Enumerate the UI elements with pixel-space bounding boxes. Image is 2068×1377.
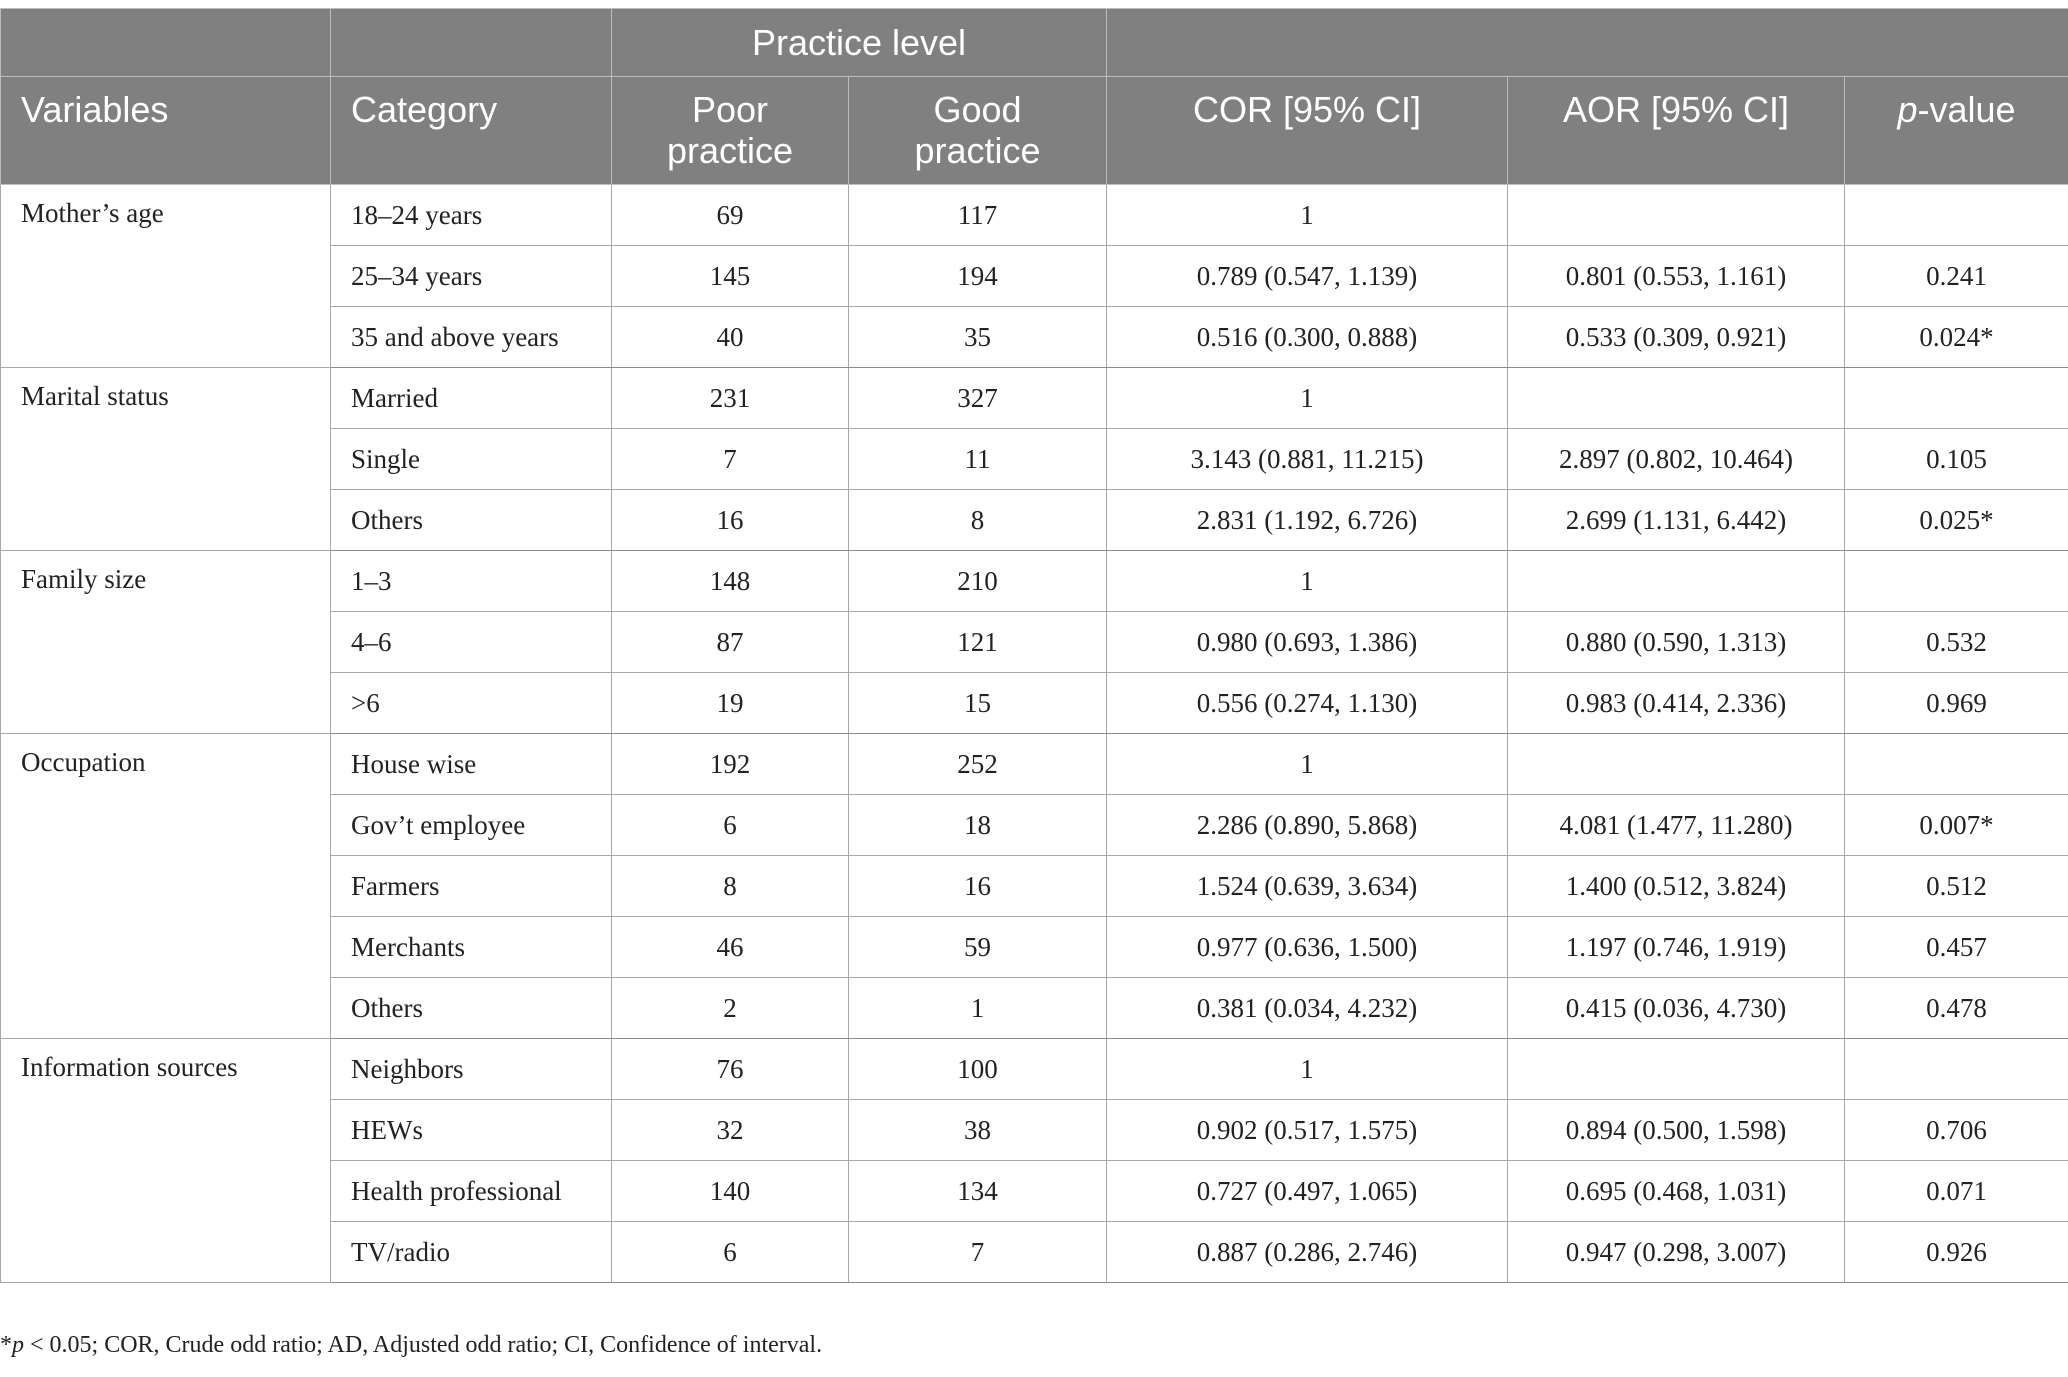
aor-cell: 1.197 (0.746, 1.919) [1508,917,1845,978]
variable-cell: Family size [1,551,331,734]
cor-cell: 0.887 (0.286, 2.746) [1107,1222,1508,1283]
column-header-cor: COR [95% CI] [1107,77,1508,185]
column-header-p-value [1845,77,2068,185]
poor-practice-cell: 192 [612,734,849,795]
cor-cell: 0.516 (0.300, 0.888) [1107,307,1508,368]
header-empty-cell [1107,9,2068,77]
footnote-star: * [0,1332,12,1358]
results-table [0,8,2068,1283]
footnote-p-italic: p [12,1332,24,1358]
category-cell: Married [331,368,612,429]
aor-cell: 0.894 (0.500, 1.598) [1508,1100,1845,1161]
category-cell: Others [331,978,612,1039]
header-empty-cell [331,9,612,77]
cor-cell: 0.980 (0.693, 1.386) [1107,612,1508,673]
good-practice-cell: 252 [849,734,1107,795]
good-practice-cell: 11 [849,429,1107,490]
p-value-cell: 0.706 [1845,1100,2068,1161]
good-practice-cell: 117 [849,185,1107,246]
poor-practice-cell: 145 [612,246,849,307]
poor-practice-cell: 76 [612,1039,849,1100]
poor-practice-cell: 231 [612,368,849,429]
category-cell: 1–3 [331,551,612,612]
p-value-suffix: -value [1917,89,2016,130]
column-header-poor-practice [612,77,849,185]
aor-cell: 0.533 (0.309, 0.921) [1508,307,1845,368]
poor-practice-cell: 7 [612,429,849,490]
category-cell: Farmers [331,856,612,917]
variable-cell: Occupation [1,734,331,1039]
cor-cell: 0.902 (0.517, 1.575) [1107,1100,1508,1161]
aor-cell [1508,1039,1845,1100]
good-practice-cell: 1 [849,978,1107,1039]
footnote-text: < 0.05; COR, Crude odd ratio; AD, Adjusted odd ratio; CI, Confidence of interval. [24,1332,823,1358]
poor-practice-cell: 40 [612,307,849,368]
aor-cell: 1.400 (0.512, 3.824) [1508,856,1845,917]
poor-practice-cell: 19 [612,673,849,734]
cor-cell: 1 [1107,551,1508,612]
variable-cell: Mother’s age [1,185,331,368]
p-value-cell: 0.024* [1845,307,2068,368]
aor-cell: 0.415 (0.036, 4.730) [1508,978,1845,1039]
column-header-aor: AOR [95% CI] [1508,77,1845,185]
poor-practice-cell: 69 [612,185,849,246]
category-cell: Others [331,490,612,551]
category-cell: House wise [331,734,612,795]
poor-practice-label: Poor practice [666,89,794,171]
category-cell: Health professional [331,1161,612,1222]
aor-cell: 0.695 (0.468, 1.031) [1508,1161,1845,1222]
poor-practice-cell: 6 [612,795,849,856]
category-cell: 25–34 years [331,246,612,307]
table-footnote [0,1332,822,1359]
poor-practice-cell: 148 [612,551,849,612]
table-body [1,185,2068,1283]
cor-cell: 0.727 (0.497, 1.065) [1107,1161,1508,1222]
good-practice-cell: 8 [849,490,1107,551]
aor-cell [1508,185,1845,246]
aor-cell: 4.081 (1.477, 11.280) [1508,795,1845,856]
good-practice-cell: 210 [849,551,1107,612]
cor-cell: 3.143 (0.881, 11.215) [1107,429,1508,490]
good-practice-cell: 121 [849,612,1107,673]
p-value-cell [1845,734,2068,795]
aor-cell: 2.699 (1.131, 6.442) [1508,490,1845,551]
good-practice-cell: 16 [849,856,1107,917]
good-practice-cell: 100 [849,1039,1107,1100]
good-practice-cell: 15 [849,673,1107,734]
aor-cell: 2.897 (0.802, 10.464) [1508,429,1845,490]
aor-cell [1508,734,1845,795]
p-value-cell [1845,368,2068,429]
good-practice-cell: 18 [849,795,1107,856]
cor-cell: 0.977 (0.636, 1.500) [1107,917,1508,978]
header-row-group [1,9,2068,77]
poor-practice-cell: 8 [612,856,849,917]
category-cell: Single [331,429,612,490]
poor-practice-cell: 87 [612,612,849,673]
poor-practice-cell: 16 [612,490,849,551]
p-value-cell: 0.926 [1845,1222,2068,1283]
category-cell: 18–24 years [331,185,612,246]
header-row-columns [1,77,2068,185]
table-row [1,551,2068,612]
category-cell: Neighbors [331,1039,612,1100]
aor-cell: 0.801 (0.553, 1.161) [1508,246,1845,307]
poor-practice-cell: 2 [612,978,849,1039]
aor-cell: 0.880 (0.590, 1.313) [1508,612,1845,673]
p-value-cell [1845,1039,2068,1100]
table-row [1,368,2068,429]
p-value-cell: 0.478 [1845,978,2068,1039]
poor-practice-cell: 140 [612,1161,849,1222]
aor-cell: 0.983 (0.414, 2.336) [1508,673,1845,734]
aor-cell [1508,368,1845,429]
good-practice-cell: 134 [849,1161,1107,1222]
p-value-cell: 0.071 [1845,1161,2068,1222]
good-practice-label: Good practice [914,89,1041,171]
variable-cell: Marital status [1,368,331,551]
column-header-good-practice [849,77,1107,185]
p-value-cell: 0.241 [1845,246,2068,307]
p-value-cell: 0.512 [1845,856,2068,917]
p-italic: p [1897,89,1918,130]
p-value-cell [1845,185,2068,246]
p-value-cell: 0.007* [1845,795,2068,856]
good-practice-cell: 59 [849,917,1107,978]
column-header-category: Category [331,77,612,185]
table-row [1,185,2068,246]
category-cell: Gov’t employee [331,795,612,856]
p-value-cell: 0.105 [1845,429,2068,490]
cor-cell: 1 [1107,368,1508,429]
good-practice-cell: 38 [849,1100,1107,1161]
poor-practice-cell: 6 [612,1222,849,1283]
cor-cell: 2.286 (0.890, 5.868) [1107,795,1508,856]
variable-cell: Information sources [1,1039,331,1283]
p-value-cell: 0.457 [1845,917,2068,978]
table-row [1,1039,2068,1100]
category-cell: TV/radio [331,1222,612,1283]
cor-cell: 1 [1107,1039,1508,1100]
column-header-variables: Variables [1,77,331,185]
poor-practice-cell: 46 [612,917,849,978]
p-value-cell [1845,551,2068,612]
good-practice-cell: 35 [849,307,1107,368]
category-cell: HEWs [331,1100,612,1161]
category-cell: Merchants [331,917,612,978]
cor-cell: 1.524 (0.639, 3.634) [1107,856,1508,917]
header-empty-cell [1,9,331,77]
cor-cell: 1 [1107,734,1508,795]
p-value-cell: 0.969 [1845,673,2068,734]
p-value-cell: 0.532 [1845,612,2068,673]
practice-level-header: Practice level [612,9,1107,77]
aor-cell [1508,551,1845,612]
table-row [1,734,2068,795]
cor-cell: 0.381 (0.034, 4.232) [1107,978,1508,1039]
good-practice-cell: 7 [849,1222,1107,1283]
category-cell: >6 [331,673,612,734]
category-cell: 4–6 [331,612,612,673]
poor-practice-cell: 32 [612,1100,849,1161]
cor-cell: 0.789 (0.547, 1.139) [1107,246,1508,307]
cor-cell: 2.831 (1.192, 6.726) [1107,490,1508,551]
good-practice-cell: 194 [849,246,1107,307]
aor-cell: 0.947 (0.298, 3.007) [1508,1222,1845,1283]
category-cell: 35 and above years [331,307,612,368]
p-value-cell: 0.025* [1845,490,2068,551]
cor-cell: 0.556 (0.274, 1.130) [1107,673,1508,734]
cor-cell: 1 [1107,185,1508,246]
good-practice-cell: 327 [849,368,1107,429]
